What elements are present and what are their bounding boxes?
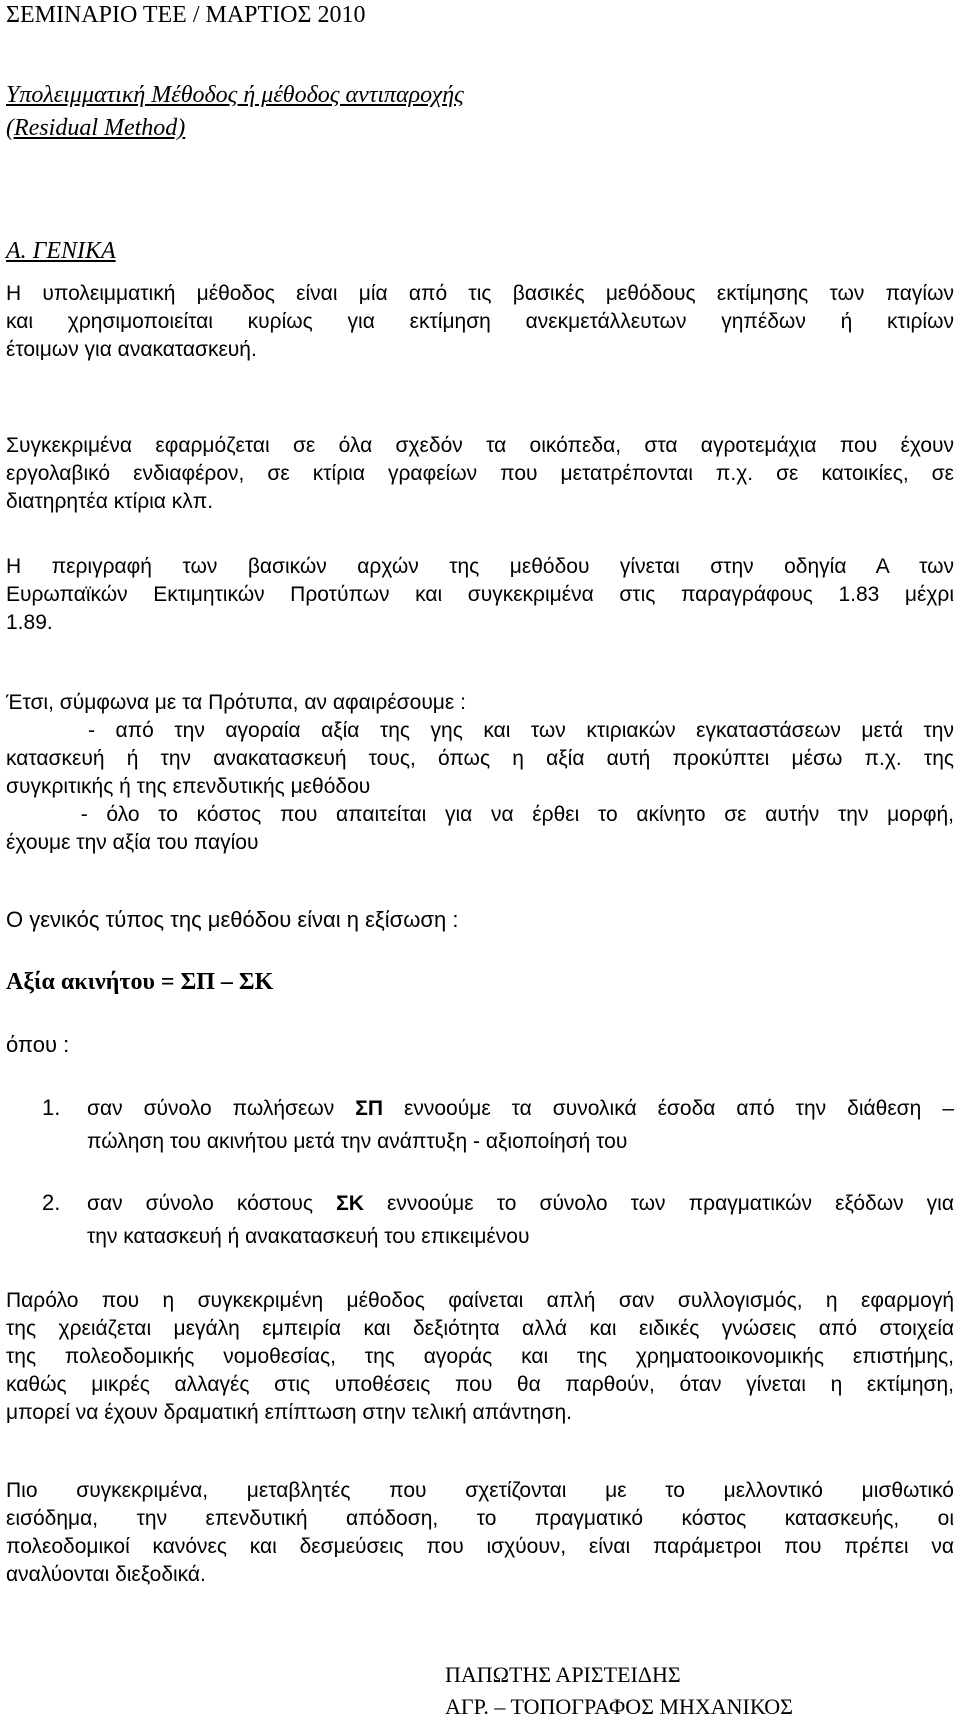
list-item-text: σαν σύνολο κόστους — [87, 1192, 337, 1215]
paragraph-line: έτοιμων για ανακατασκευή. — [6, 338, 257, 361]
section-heading: Α. ΓΕΝΙΚΑ — [6, 238, 116, 264]
where-label: όπου : — [6, 1032, 70, 1057]
paragraph-line: εργολαβικό ενδιαφέρον, σε κτίρια γραφείων που μετατρέπονται π.χ. σε κατοικίες, σε — [6, 462, 954, 485]
list-item-text: εννοούμε το σύνολο των πραγματικών εξόδων για — [363, 1192, 954, 1215]
document-subtitle: (Residual Method) — [6, 115, 186, 141]
document-header: ΣΕΜΙΝΑΡΙΟ ΤΕΕ / ΜΑΡΤΙΟΣ 2010 — [6, 2, 366, 28]
list-item-number: 1. — [42, 1095, 61, 1120]
paragraph-intro — [6, 280, 954, 364]
signature-name: ΠΑΠΩΤΗΣ ΑΡΙΣΤΕΙΔΗΣ — [445, 1662, 681, 1687]
list-item-term: ΣΠ — [355, 1097, 384, 1120]
paragraph-line: εισόδημα, την επενδυτική απόδοση, το πραγματικό κόστος κατασκευής, οι — [6, 1507, 954, 1530]
paragraph-line: της χρειάζεται μεγάλη εμπειρία και δεξιότητα αλλά και ειδικές γνώσεις από στοιχεία — [6, 1317, 954, 1340]
paragraph-line: - όλο το κόστος που απαιτείται για να έρθει το ακίνητο σε αυτήν την μορφή, — [6, 803, 954, 826]
paragraph-line: συγκριτικής ή της επενδυτικής μεθόδου — [6, 775, 371, 798]
paragraph-line: της πολεοδομικής νομοθεσίας, της αγοράς και της χρηματοοικονομικής επιστήμης, — [6, 1345, 954, 1368]
list-item-line: πώληση του ακινήτου μετά την ανάπτυξη - αξιοποίησή του — [87, 1130, 628, 1153]
paragraph-line: έχουμε την αξία του παγίου — [6, 831, 259, 854]
paragraph-principle — [6, 689, 954, 857]
paragraph-line: και χρησιμοποιείται κυρίως για εκτίμηση ανεκμετάλλευτων γηπέδων ή κτιρίων — [6, 310, 954, 333]
paragraph-line: κατασκευή ή την ανακατασκευή τους, όπως η αξία αυτή προκύπτει μέσω π.χ. της — [6, 747, 954, 770]
document-title: Υπολειμματική Μέθοδος ή μέθοδος αντιπαροχής — [6, 82, 464, 108]
list-item-term: ΣΚ — [336, 1192, 364, 1215]
paragraph-variables — [6, 1477, 954, 1589]
formula-intro: Ο γενικός τύπος της μεθόδου είναι η εξίσωση : — [6, 907, 459, 932]
paragraph-line: Η περιγραφή των βασικών αρχών της μεθόδου γίνεται στην οδηγία Α των — [6, 555, 954, 578]
paragraph-line: αναλύονται διεξοδικά. — [6, 1563, 206, 1586]
paragraph-line: Συγκεκριμένα εφαρμόζεται σε όλα σχεδόν τα οικόπεδα, στα αγροτεμάχια που έχουν — [6, 434, 954, 457]
paragraph-difficulty — [6, 1287, 954, 1427]
paragraph-line: Έτσι, σύμφωνα με τα Πρότυπα, αν αφαιρέσουμε : — [6, 691, 466, 714]
signature-title: ΑΓΡ. – ΤΟΠΟΓΡΑΦΟΣ ΜΗΧΑΝΙΚΟΣ — [445, 1694, 793, 1719]
formula: Αξία ακινήτου = ΣΠ – ΣΚ — [6, 969, 274, 995]
list-item-number: 2. — [42, 1190, 61, 1215]
paragraph-line: καθώς μικρές αλλαγές στις υποθέσεις που θα παρθούν, όταν γίνεται η εκτίμηση, — [6, 1373, 954, 1396]
paragraph-line: διατηρητέα κτίρια κλπ. — [6, 490, 214, 513]
paragraph-standards — [6, 553, 954, 637]
paragraph-line: Ευρωπαϊκών Εκτιμητικών Προτύπων και συγκεκριμένα στις παραγράφους 1.83 μέχρι — [6, 583, 954, 606]
paragraph-application — [6, 432, 954, 516]
paragraph-line: 1.89. — [6, 611, 53, 634]
paragraph-line: Παρόλο που η συγκεκριμένη μέθοδος φαίνεται απλή σαν συλλογισμός, η εφαρμογή — [6, 1289, 954, 1312]
list-item — [87, 1092, 954, 1158]
list-item-text: σαν σύνολο πωλήσεων — [87, 1097, 356, 1120]
paragraph-line: πολεοδομικοί κανόνες και δεσμεύσεις που ισχύουν, είναι παράμετροι που πρέπει να — [6, 1535, 954, 1558]
paragraph-line: - από την αγοραία αξία της γης και των κτιριακών εγκαταστάσεων μετά την — [6, 719, 954, 742]
list-item-line: την κατασκευή ή ανακατασκευή του επικειμένου — [87, 1225, 530, 1248]
list-item — [87, 1187, 954, 1253]
paragraph-line: Πιο συγκεκριμένα, μεταβλητές που σχετίζονται με το μελλοντικό μισθωτικό — [6, 1479, 954, 1502]
paragraph-line: Η υπολειμματική μέθοδος είναι μία από τις βασικές μεθόδους εκτίμησης των παγίων — [6, 282, 954, 305]
paragraph-line: μπορεί να έχουν δραματική επίπτωση στην τελική απάντηση. — [6, 1401, 572, 1424]
list-item-text: εννοούμε τα συνολικά έσοδα από την διάθεση – — [383, 1097, 954, 1120]
